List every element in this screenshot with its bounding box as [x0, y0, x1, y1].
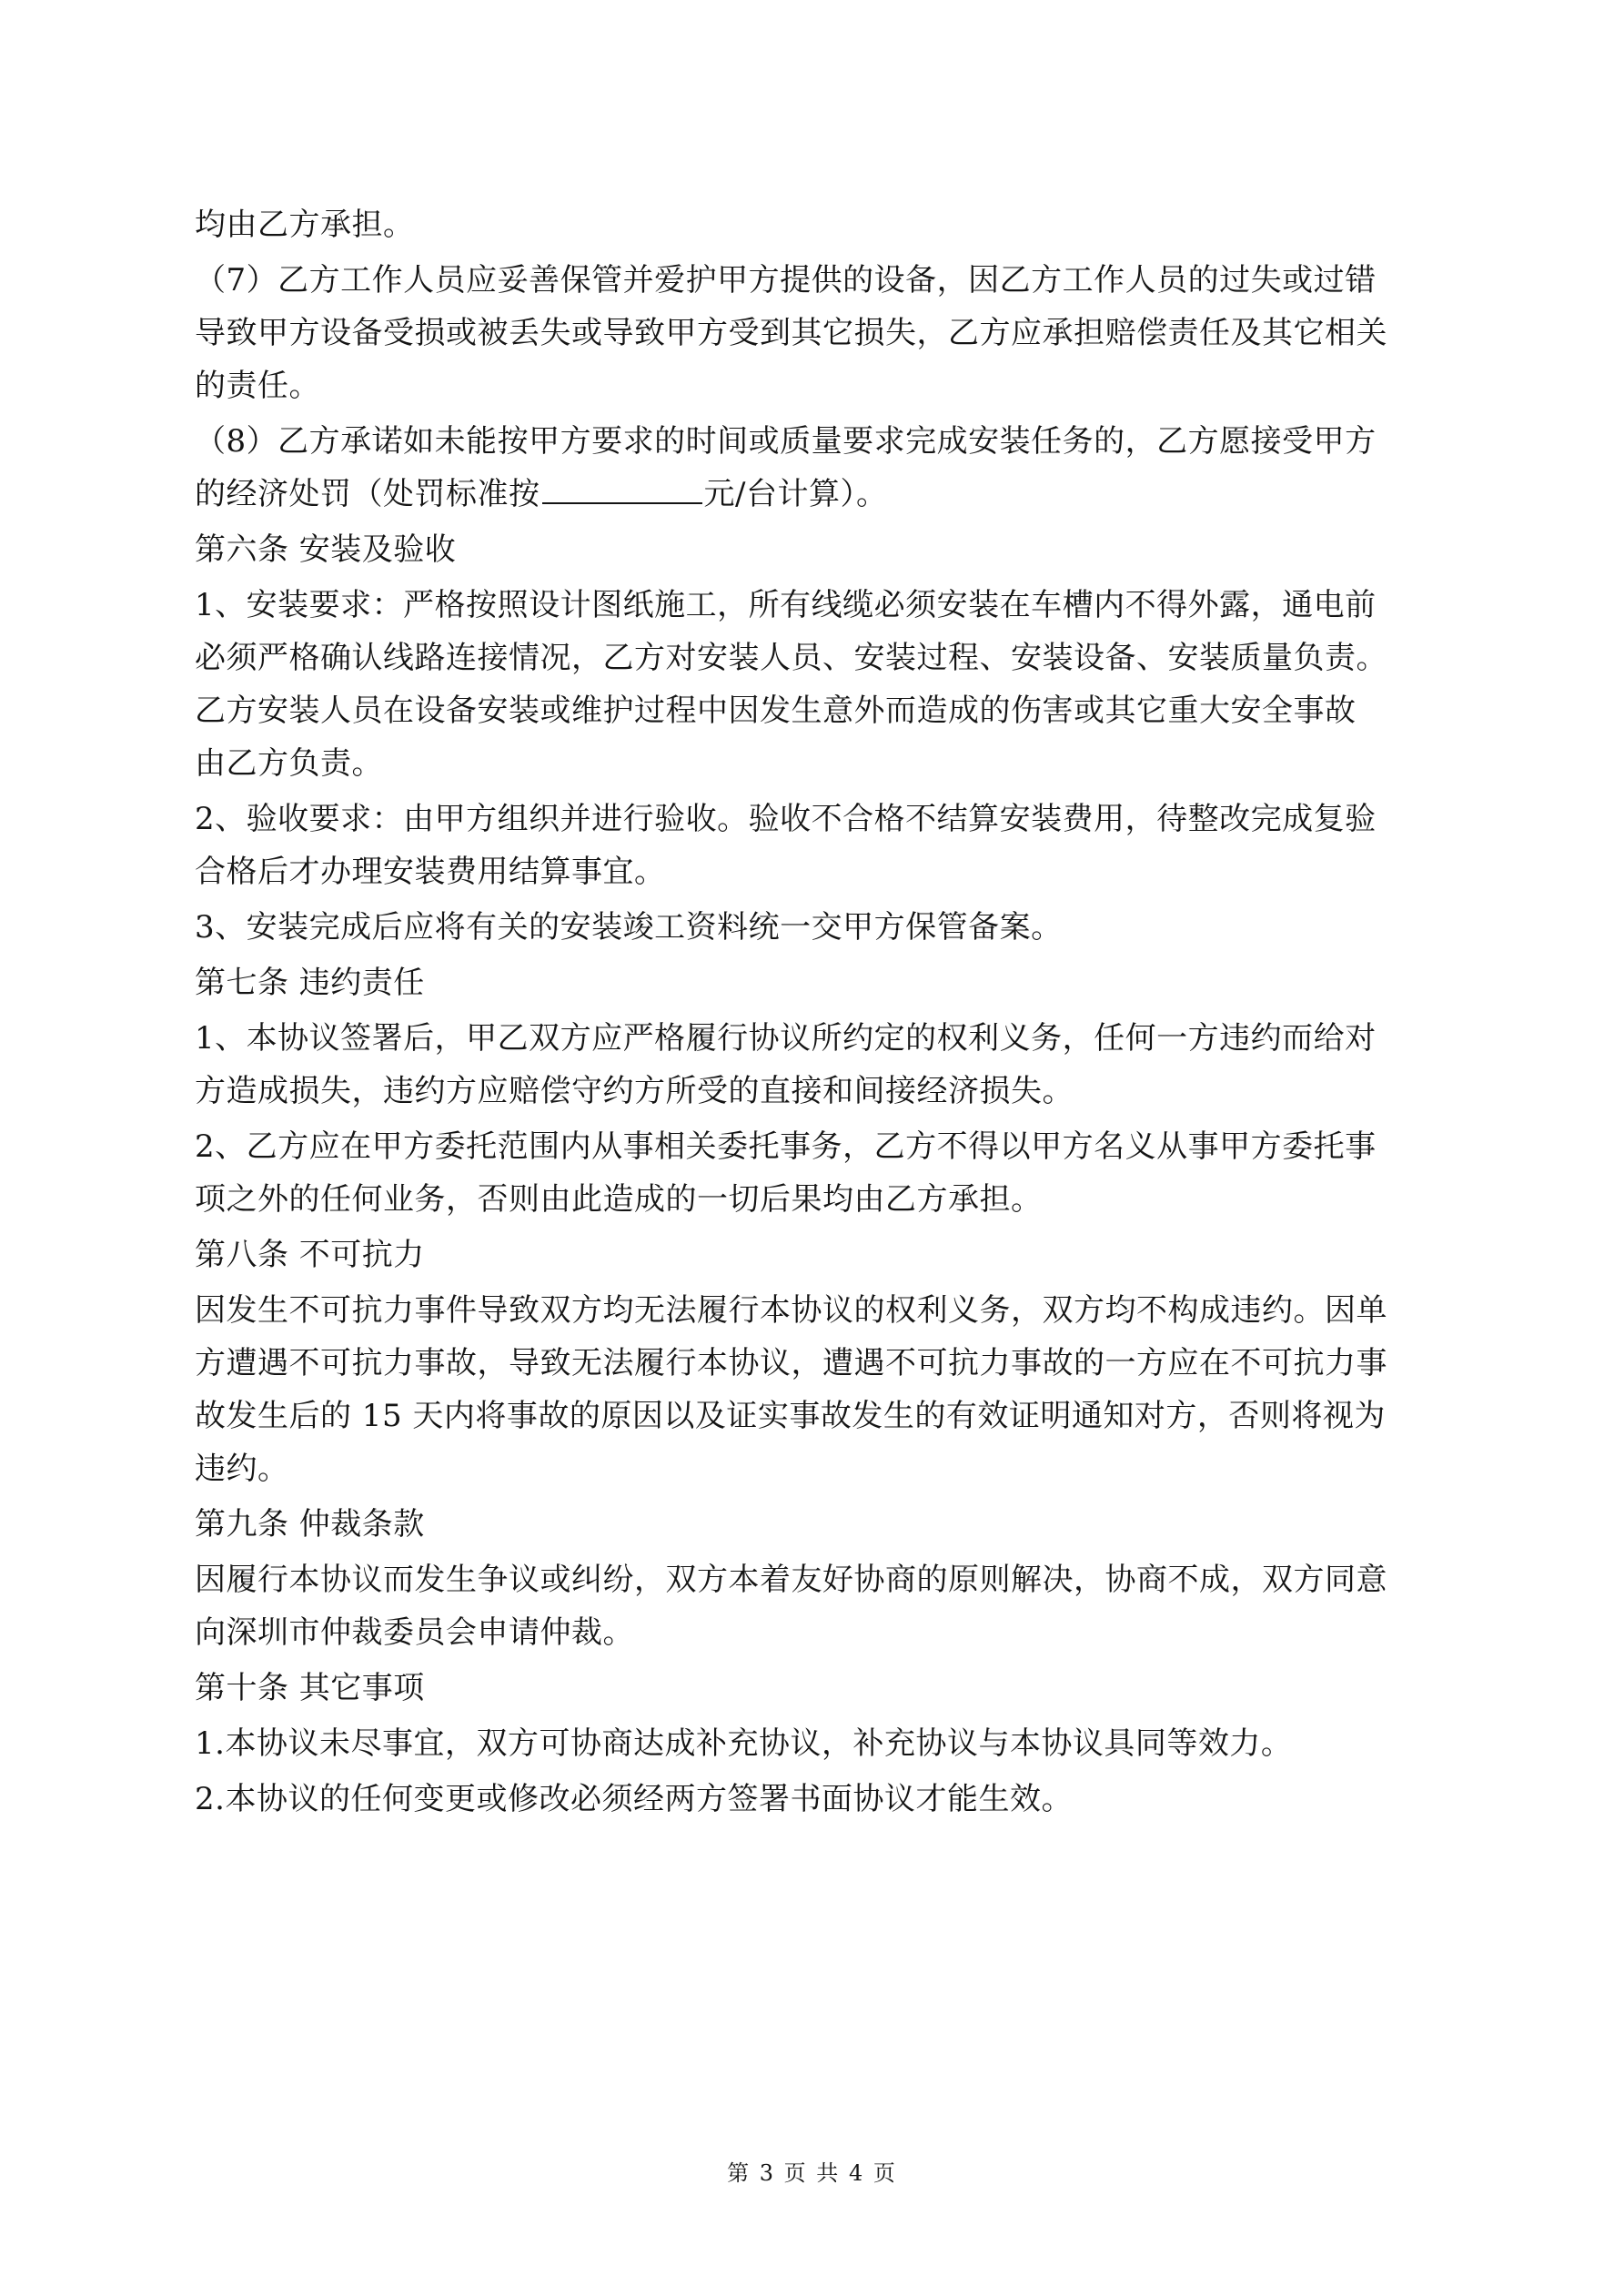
text-line	[195, 468, 1441, 521]
section-heading: 第九条 仲裁条款	[195, 1506, 425, 1542]
text-line: 必须严格确认线路连接情况，乙方对安装人员、安装过程、安装设备、安装质量负责。	[195, 640, 1387, 676]
text-line: 2.本协议的任何变更或修改必须经两方签署书面协议才能生效。	[195, 1781, 1073, 1817]
section-heading: 第六条 安装及验收	[195, 531, 457, 568]
paragraph	[195, 415, 1441, 521]
paragraph	[195, 579, 1441, 790]
text-line: 2、验收要求：由甲方组织并进行验收。验收不合格不结算安装费用，待整改完成复验	[195, 801, 1377, 837]
text-line: 3、安装完成后应将有关的安装竣工资料统一交甲方保管备案。	[195, 909, 1063, 946]
paragraph	[195, 1553, 1441, 1659]
document-body	[195, 198, 1441, 1826]
text-line: 均由乙方承担。	[195, 207, 415, 243]
text-line: 1.本协议未尽事宜，双方可协商达成补充协议，补充协议与本协议具同等效力。	[195, 1725, 1293, 1762]
text-line: 合格后才办理安装费用结算事宜。	[195, 854, 666, 890]
text-line: 项之外的任何业务，否则由此造成的一切后果均由乙方承担。	[195, 1181, 1043, 1218]
text-line: （7）乙方工作人员应妥善保管并爱护甲方提供的设备，因乙方工作人员的过失或过错	[195, 262, 1377, 298]
paragraph	[195, 1717, 1441, 1770]
paragraph	[195, 1773, 1441, 1826]
text-line: 因发生不可抗力事件导致双方均无法履行本协议的权利义务，双方均不构成违约。因单	[195, 1292, 1387, 1329]
text-segment: 元/台计算）。	[703, 476, 888, 512]
paragraph	[195, 1284, 1441, 1495]
text-line: 的责任。	[195, 368, 320, 404]
text-line: 乙方安装人员在设备安装或维护过程中因发生意外而造成的伤害或其它重大安全事故	[195, 693, 1357, 729]
page-footer: 第 3 页 共 4 页	[727, 2160, 897, 2186]
paragraph	[195, 254, 1441, 412]
text-line: 导致甲方设备受损或被丢失或导致甲方受到其它损失，乙方应承担赔偿责任及其它相关	[195, 315, 1387, 351]
text-segment: 的经济处罚（处罚标准按	[195, 476, 540, 512]
text-line: 方造成损失，违约方应赔偿守约方所受的直接和间接经济损失。	[195, 1073, 1074, 1109]
paragraph	[195, 198, 1441, 251]
text-line: 2、乙方应在甲方委托范围内从事相关委托事务，乙方不得以甲方名义从事甲方委托事	[195, 1128, 1377, 1165]
text-line: 向深圳市仲裁委员会申请仲裁。	[195, 1614, 634, 1651]
section-heading: 第八条 不可抗力	[195, 1237, 425, 1273]
section-heading: 第十条 其它事项	[195, 1670, 425, 1706]
paragraph	[195, 901, 1441, 954]
fill-in-blank	[542, 475, 702, 504]
text-line: 1、安装要求：严格按照设计图纸施工，所有线缆必须安装在车槽内不得外露，通电前	[195, 587, 1377, 623]
paragraph	[195, 1012, 1441, 1118]
text-line: 方遭遇不可抗力事故，导致无法履行本协议，遭遇不可抗力事故的一方应在不可抗力事	[195, 1345, 1387, 1381]
text-line: 1、本协议签署后，甲乙双方应严格履行协议所约定的权利义务，任何一方违约而给对	[195, 1020, 1377, 1057]
paragraph	[195, 1120, 1441, 1226]
paragraph	[195, 793, 1441, 898]
text-line: 由乙方负责。	[195, 745, 383, 782]
text-line: 因履行本协议而发生争议或纠纷，双方本着友好协商的原则解决，协商不成，双方同意	[195, 1562, 1387, 1598]
section-heading: 第七条 违约责任	[195, 965, 425, 1001]
text-line: 违约。	[195, 1451, 289, 1487]
text-line: 故发生后的 15 天内将事故的原因以及证实事故发生的有效证明通知对方，否则将视为	[195, 1398, 1386, 1434]
text-line: （8）乙方承诺如未能按甲方要求的时间或质量要求完成安装任务的，乙方愿接受甲方	[195, 423, 1377, 460]
